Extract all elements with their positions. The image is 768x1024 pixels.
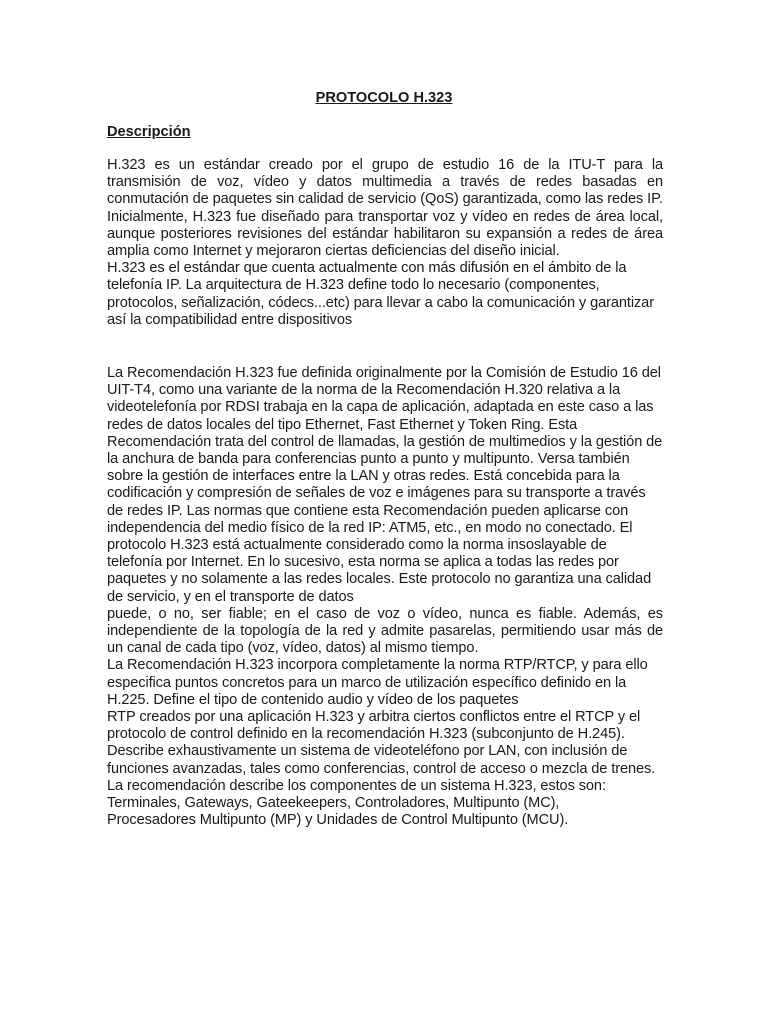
paragraph: Terminales, Gateways, Gateekeepers, Controladores, Multipunto (MC), bbox=[107, 795, 560, 812]
paragraph: H.323 es el estándar que cuenta actualmente con más difusión en el ámbito de la telefonía IP. La arquitectura de H.323 define todo lo necesario (componentes, protocolos, señalización, códecs...etc) para llevar a cabo la comunicación y garantizar así la compatibilidad entre dispositivos bbox=[107, 260, 654, 328]
document-title: PROTOCOLO H.323 bbox=[315, 90, 453, 106]
paragraph: La recomendación describe los componentes de un sistema H.323, estos son: bbox=[107, 777, 606, 794]
paragraph: La Recomendación H.323 fue definida originalmente por la Comisión de Estudio 16 del UIT-T4, como una variante de la norma de la Recomendación H.320 relativa a la videotelefonía por RDSI trabaja en la capa de aplicación, adaptada en este caso a las redes de datos locales del tipo Ethernet, Fast Ethernet y Token Ring. Esta Recomendación trata del control de llamadas, la gestión de multimedios y la gestión de la anchura de banda para conferencias punto a punto y multipunto. Versa también sobre la gestión de interfaces entre la LAN y otras redes. Está concebida para la codificación y compresión de señales de voz e imágenes para su transporte a través de redes IP. Las normas que contiene esta Recomendación pueden aplicarse con independencia del medio físico de la red IP: ATM5, etc., en modo no conectado. El protocolo H.323 está actualmente considerado como la norma insoslayable de telefonía por Internet. En lo sucesivo, esta norma se aplica a todas las redes por paquetes y no solamente a las redes locales. Este protocolo no garantiza una calidad de servicio, y en el transporte de datos bbox=[107, 365, 663, 605]
paragraph: puede, o no, ser fiable; en el caso de voz o vídeo, nunca es fiable. Además, es independiente de la topología de la red y admite pasarelas, permitiendo usar más de un canal de cada tipo (voz, vídeo, datos) al mismo tiempo. bbox=[107, 605, 663, 657]
paragraph: RTP creados por una aplicación H.323 y arbitra ciertos conflictos entre el RTCP y el protocolo de control definido en la recomendación H.323 (subconjunto de H.245). Describe exhaustivamente un sistema de videoteléfono por LAN, con inclusión de funciones avanzadas, tales como conferencias, control de acceso o mezcla de trenes. bbox=[107, 709, 656, 777]
paragraph: La Recomendación H.323 incorpora completamente la norma RTP/RTCP, y para ello especifica puntos concretos para un marco de utilización específico definido en la H.225. Define el tipo de contenido audio y vídeo de los paquetes bbox=[107, 657, 648, 708]
paragraph: Inicialmente, H.323 fue diseñado para transportar voz y vídeo en redes de área local, aunque posteriores revisiones del estándar habilitaron su expansión a redes de área amplia como Internet y mejoraron ciertas deficiencias del diseño inicial. bbox=[107, 208, 663, 260]
paragraph: H.323 es un estándar creado por el grupo de estudio 16 de la ITU-T para la transmisión de voz, vídeo y datos multimedia a través de redes basadas en conmutación de paquetes sin calidad de servicio (QoS) garantizada, como las redes IP. bbox=[107, 157, 663, 208]
paragraph-block-recommendation bbox=[107, 365, 663, 829]
paragraph-block-intro bbox=[107, 157, 663, 329]
section-heading-descripcion: Descripción bbox=[107, 124, 191, 140]
paragraph: Procesadores Multipunto (MP) y Unidades de Control Multipunto (MCU). bbox=[107, 812, 569, 829]
